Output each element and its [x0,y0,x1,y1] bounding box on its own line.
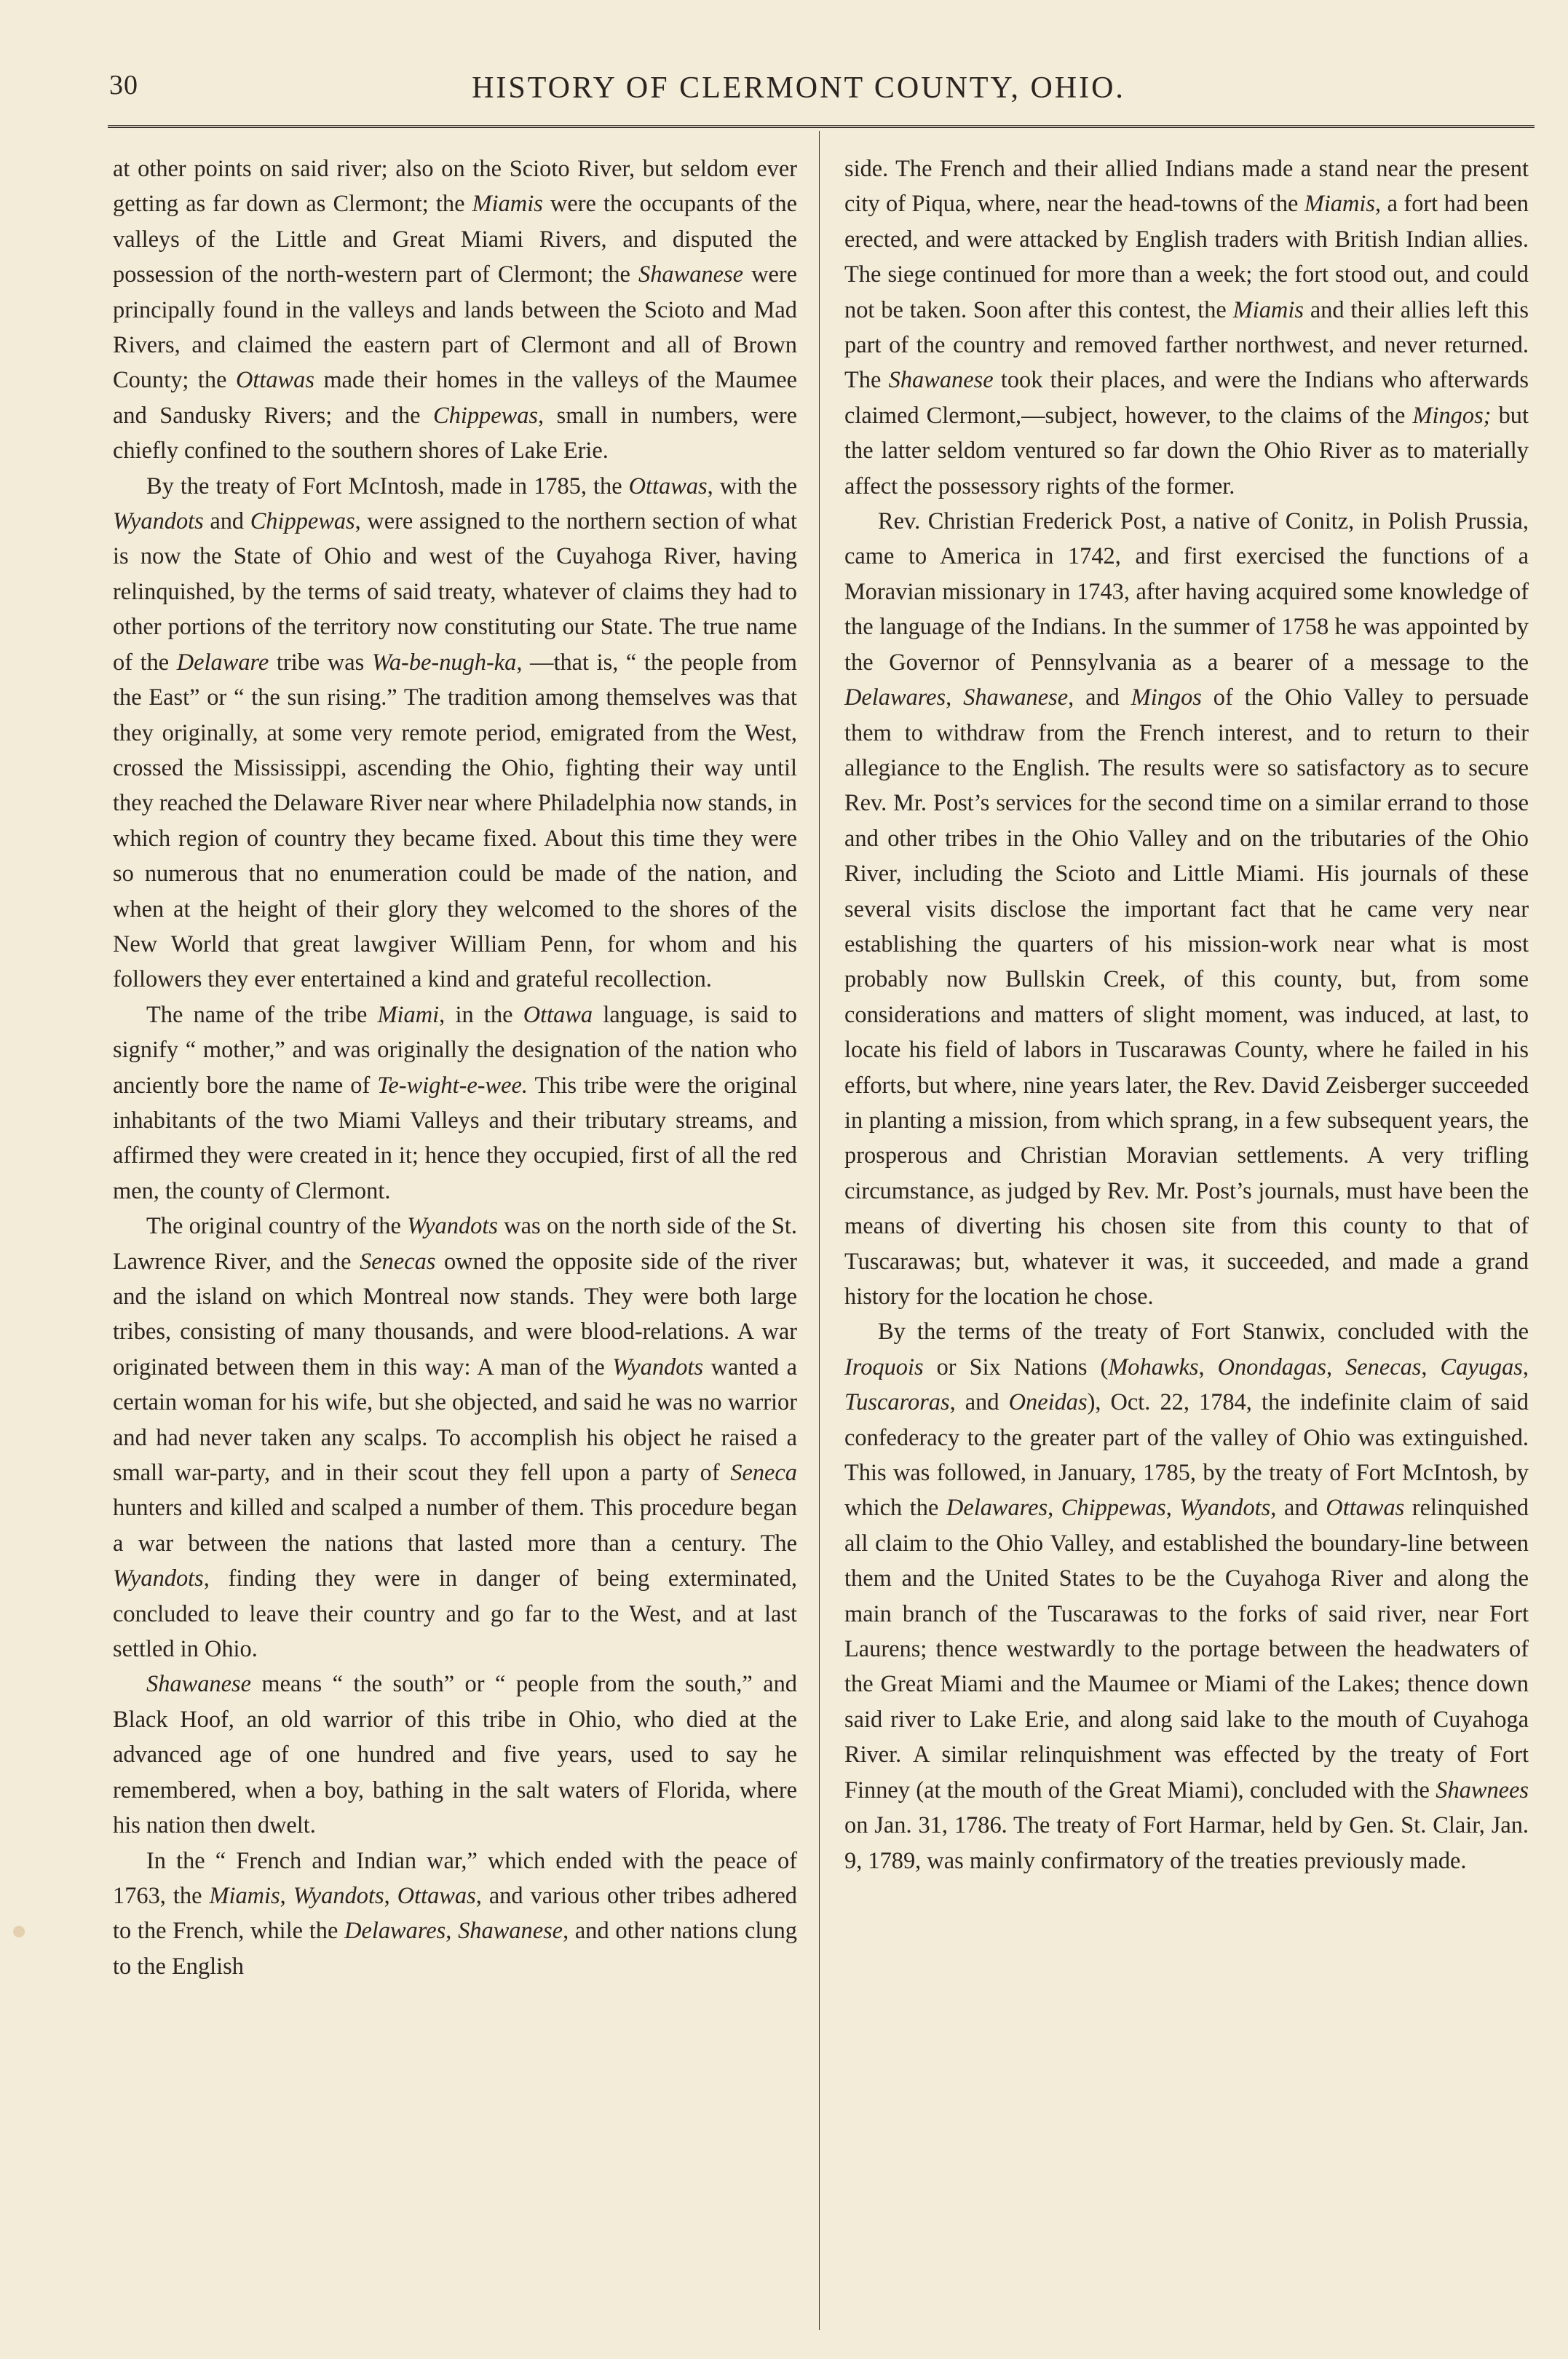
right-column [844,151,1529,1878]
left-paragraph-6: In the “ French and Indian war,” which ended with the peace of 1763, the Miamis, Wyandots, Ottawas, and various other tribes adhered to the French, while the Delawares, Shawanese, and other nations clung to the English [113,1847,798,1980]
left-paragraph-5: Shawanese means “ the south” or “ people from the south,” and Black Hoof, an old warrior of this tribe in Ohio, who died at the advanced age of one hundred and five years, used to say he remembered, when a boy, bathing in the salt waters of Florida, where his nation then dwelt. [113,1671,797,1839]
right-paragraph-2: Rev. Christian Frederick Post, a native of Conitz, in Polish Prussia, came to America in 1742, and first exercised the functions of a Moravian missionary in 1743, after having acquired some knowledge of the language of the Indians. In the summer of 1758 he was appointed by the Governor of Pennsylvania as a bearer of a message to the Delawares, Shawanese, and Mingos of the Ohio Valley to persuade them to withdraw from the French interest, and to return to their allegiance to the English. The results were so satisfactory as to secure Rev. Mr. Post’s services for the second time on a similar errand to those and other tribes in the Ohio Valley and on the tributaries of the Ohio River, including the Scioto and Little Miami. His journals of these several visits disclose the important fact that he came very near establishing the quarters of his mission-work near what is most probably now Bullskin Creek, of this county, but, from some considerations and matters of slight moment, was induced, at last, to locate his field of labors in Tuscarawas County, where he failed in his efforts, but where, nine years later, the Rev. David Zeisberger succeeded in planting a mission, from which sprang, in a few subsequent years, the prosperous and Christian Moravian settlements. A very trifling circumstance, as judged by Rev. Mr. Post’s journals, must have been the means of diverting his chosen site from this county to that of Tuscarawas; but, whatever it was, it succeeded, and made a grand history for the location he chose. [844,508,1529,1310]
header-rule [108,125,1535,128]
right-paragraph-1: side. The French and their allied Indians made a stand near the present city of Piqua, where, near the head-towns of the Miamis, a fort had been erected, and were attacked by English traders with British Indian allies. The siege continued for more than a week; the fort stood out, and could not be taken. Soon after this contest, the Miamis and their allies left this part of the country and removed farther northwest, and never returned. The Shawanese took their places, and were the Indians who afterwards claimed Clermont,—subject, however, to the claims of the Mingos; but the latter seldom ventured so far down the Ohio River as to materially affect the possessory rights of the former. [844,156,1529,499]
right-paragraph-3: By the terms of the treaty of Fort Stanwix, concluded with the Iroquois or Six Nations (Mohawks, Onondagas, Senecas, Cayugas, Tuscaroras, and Oneidas), Oct. 22, 1784, the indefinite claim of said confederacy to the greater part of the valley of Ohio was extinguished. This was followed, in January, 1785, by the treaty of Fort McIntosh, by which the Delawares, Chippewas, Wyandots, and Ottawas relinquished all claim to the Ohio Valley, and established the boundary-line between them and the United States to be the Cuyahoga River and along the main branch of the Tuscarawas to the forks of said river, near Fort Laurens; thence westwardly to the portage between the headwaters of the Great Miami and the Maumee or Miami of the Lakes; thence down said river to Lake Erie, and along said lake to the mouth of Cuyahoga River. A similar relinquishment was effected by the treaty of Fort Finney (at the mouth of the Great Miami), concluded with the Shawnees on Jan. 31, 1786. The treaty of Fort Harmar, held by Gen. St. Clair, Jan. 9, 1789, was mainly confirmatory of the treaties previously made. [844,1319,1529,1874]
left-paragraph-4: The original country of the Wyandots was on the north side of the St. Lawrence River, and the Senecas owned the opposite side of the river and the island on which Montreal now stands. They were both large tribes, consisting of many thousands, and were blood-relations. A war originated between them in this way: A man of the Wyandots wanted a certain woman for his wife, but she objected, and said he was no warrior and had never taken any scalps. To accomplish his object he raised a small war-party, and in their scout they fell upon a party of Seneca hunters and killed and scalped a number of them. This procedure began a war between the nations that lasted more than a century. The Wyandots, finding they were in danger of being exterminated, concluded to leave their country and go far to the West, and at last settled in Ohio. [113,1213,798,1663]
left-column [113,151,797,1984]
paper-foxing-spot [13,1926,25,1937]
page-number: 30 [109,70,138,100]
running-head: HISTORY OF CLERMONT COUNTY, OHIO. [472,71,1125,105]
left-paragraph-3: The name of the tribe Miami, in the Ottawa language, is said to signify “ mother,” and was originally the designation of the nation who anciently bore the name of Te-wight-e-wee. This tribe were the original inhabitants of the two Miami Valleys and their tributary streams, and affirmed they were created in it; hence they occupied, first of all the red men, the county of Clermont. [113,1001,797,1204]
column-divider [819,131,820,2330]
left-paragraph-1: at other points on said river; also on the Scioto River, but seldom ever getting as far down as Clermont; the Miamis were the occupants of the valleys of the Little and Great Miami Rivers, and disputed the possession of the north-western part of Clermont; the Shawanese were principally found in the valleys and lands between the Scioto and Mad Rivers, and claimed the eastern part of Clermont and all of Brown County; the Ottawas made their homes in the valleys of the Maumee and Sandusky Rivers; and the Chippewas, small in numbers, were chiefly confined to the southern shores of Lake Erie. [113,156,798,465]
left-paragraph-2: By the treaty of Fort McIntosh, made in 1785, the Ottawas, with the Wyandots and Chippewas, were assigned to the northern section of what is now the State of Ohio and west of the Cuyahoga River, having relinquished, by the terms of said treaty, whatever of claims they had to other portions of the territory now constituting our State. The true name of the Delaware tribe was Wa-be-nugh-ka, —that is, “ the people from the East” or “ the sun rising.” The tradition among themselves was that they originally, at some very remote period, emigrated from the West, crossed the Mississippi, ascending the Ohio, fighting their way until they reached the Delaware River near where Philadelphia now stands, in which region of country they became fixed. About this time they were so numerous that no enumeration could be made of the nation, and when at the height of their glory they welcomed to the shores of the New World that great lawgiver William Penn, for whom and his followers they ever entertained a kind and grateful recollection. [113,473,797,993]
